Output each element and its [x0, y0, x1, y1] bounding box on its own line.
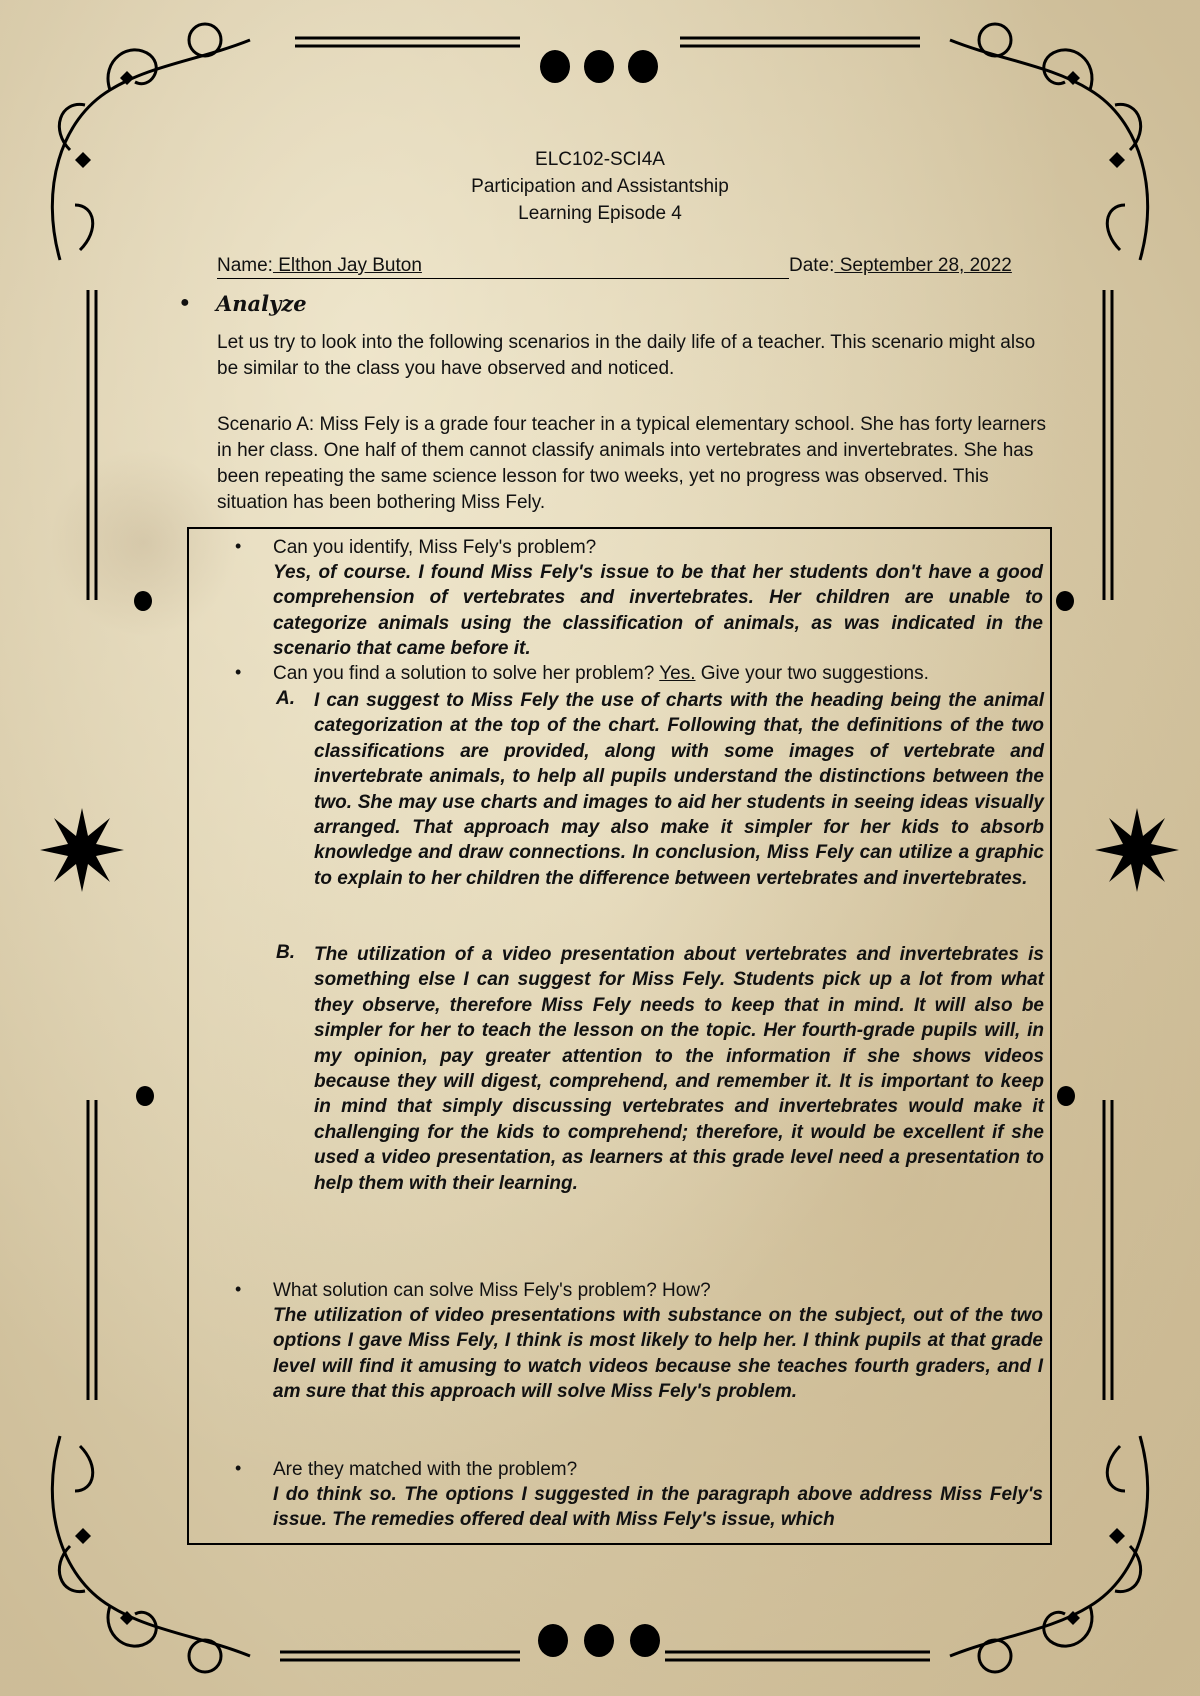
question-1: [273, 535, 1043, 662]
suggestion-b: [276, 942, 1044, 1196]
answer-1: Yes, of course. I found Miss Fely's issue to be that her students don't have a good comprehension of vertebrates and invertebrates. Her children are unable to categorize animals using the classification of animals, as was indicated in the scenario that came before it.: [273, 562, 1043, 660]
suggestion-a-letter: A.: [276, 688, 295, 709]
suggestion-a-text: I can suggest to Miss Fely the use of charts with the heading being the animal categorization at the top of the chart. Following that, the definitions of the two classifications are provided, along with some images of vertebrate and invertebrate animals, to help all pupils understand the distinctions between the two. She may use charts and images to aid her students in seeing ideas visually arranged. That approach may also make it simpler for her kids to absorb knowledge and draw connections. In conclusion, Miss Fely can utilize a graphic to explain to her children the difference between vertebrates and invertebrates.: [314, 690, 1044, 889]
question-3: [273, 1278, 1043, 1405]
question-2-text: Can you find a solution to solve her problem?: [273, 663, 660, 684]
episode-title: Learning Episode 4: [518, 203, 682, 224]
answer-3: The utilization of video presentations with substance on the subject, out of the two options I gave Miss Fely, I think is most likely to help her. I think pupils at that grade level will find it amusing to watch videos because she teaches fourth graders, and I am sure that this approach will solve Miss Fely's problem.: [273, 1305, 1043, 1403]
decorative-dot: [538, 1624, 568, 1657]
decorative-dot: [584, 1624, 614, 1657]
course-code: ELC102-SCI4A: [535, 149, 665, 170]
activity-subtitle: Participation and Assistantship: [471, 176, 729, 197]
date-value: September 28, 2022: [834, 255, 1012, 276]
scenario-paragraph: Scenario A: Miss Fely is a grade four teacher in a typical elementary school. She has forty learners in her class. One half of them cannot classify animals into vertebrates and invertebrates. She has been repeating the same science lesson for two weeks, yet no progress was observed. This situation has been bothering Miss Fely.: [217, 414, 1047, 513]
question-2-yes: Yes.: [659, 663, 696, 684]
list-bullet: •: [235, 1279, 242, 1299]
decorative-dot: [136, 1086, 154, 1106]
decorative-dot: [628, 50, 658, 83]
question-3-text: What solution can solve Miss Fely's problem? How?: [273, 1280, 711, 1301]
section-bullet: ●: [180, 294, 190, 311]
decorative-dot: [134, 591, 152, 611]
name-line: [217, 254, 789, 279]
answer-4: I do think so. The options I suggested in the paragraph above address Miss Fely's issue. The remedies offered deal with Miss Fely's issue, which: [273, 1484, 1043, 1531]
decorative-dot: [1056, 591, 1074, 611]
question-2: [273, 661, 1043, 686]
suggestion-a: [276, 688, 1044, 891]
question-2-suffix: Give your two suggestions.: [695, 663, 929, 684]
name-label: Name:: [217, 255, 273, 276]
decorative-dot: [1057, 1086, 1075, 1106]
suggestion-b-text: The utilization of a video presentation about vertebrates and invertebrates is something else I can suggest for Miss Fely. Students pick up a lot from what they observe, therefore Miss Fely needs to keep that in mind. It will also be simpler for her to teach the lesson on the topic. Her fourth-grade pupils will, in my opinion, pay greater attention to the information if she shows videos because they will digest, comprehend, and remember it. It is important to keep in mind that simply discussing vertebrates and invertebrates would make it challenging for the kids to comprehend; therefore, it would be excellent if she used a video presentation, as learners at this grade level need a presentation to help them with their learning.: [314, 944, 1044, 1194]
suggestion-b-letter: B.: [276, 942, 295, 963]
intro-paragraph: Let us try to look into the following scenarios in the daily life of a teacher. This scenario might also be similar to the class you have observed and noticed.: [217, 332, 1036, 379]
answer-box: [187, 527, 1052, 1545]
list-bullet: •: [235, 536, 242, 556]
section-title: Analyze: [216, 291, 307, 316]
date-label: Date:: [789, 255, 835, 276]
question-4: [273, 1457, 1043, 1533]
decorative-dot: [540, 50, 570, 83]
question-1-text: Can you identify, Miss Fely's problem?: [273, 537, 597, 558]
decorative-dot: [584, 50, 614, 83]
list-bullet: •: [235, 662, 242, 682]
name-value: Elthon Jay Buton: [272, 255, 422, 276]
decorative-dot: [630, 1624, 660, 1657]
date-line: [789, 254, 1012, 278]
question-4-text: Are they matched with the problem?: [273, 1459, 578, 1480]
list-bullet: •: [235, 1458, 242, 1478]
